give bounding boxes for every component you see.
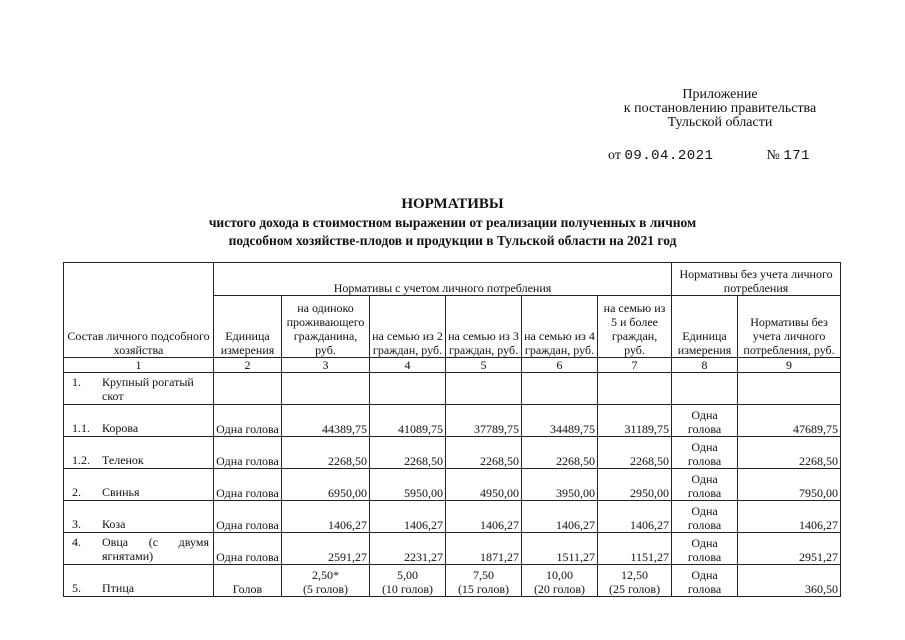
row-name-cell bbox=[64, 405, 214, 437]
value-family-3: 37789,75 bbox=[446, 405, 522, 437]
unit-cell: Одна голова bbox=[214, 437, 282, 469]
value-family-4: 3950,00 bbox=[522, 469, 598, 501]
row-name: Овца (с двумя bbox=[102, 535, 209, 549]
row-name: Коза bbox=[102, 517, 126, 531]
value-family-3-cell bbox=[446, 565, 522, 597]
column-number: 2 bbox=[214, 358, 282, 373]
value-family-4-note: (20 голов) bbox=[533, 582, 586, 596]
value-without: 47689,75 bbox=[738, 405, 841, 437]
column-number: 7 bbox=[598, 358, 672, 373]
number-prefix: № bbox=[766, 148, 780, 163]
value-family-3: 2268,50 bbox=[446, 437, 522, 469]
row-index: 2. bbox=[72, 485, 81, 499]
value-family-4: 34489,75 bbox=[522, 405, 598, 437]
value-family-5: 12,50 bbox=[621, 568, 649, 582]
value-family-5: 1151,27 bbox=[598, 533, 672, 565]
unit-cell-2: Одна голова bbox=[672, 469, 738, 501]
value-single: 6950,00 bbox=[282, 469, 370, 501]
row-index: 5. bbox=[72, 581, 81, 595]
value-family-3: 7,50 bbox=[473, 568, 494, 582]
value-family-5: 1406,27 bbox=[598, 501, 672, 533]
value-family-2: 5,00 bbox=[397, 568, 418, 582]
value-family-2: 1406,27 bbox=[370, 501, 446, 533]
header-family-3: на семью из 3 граждан, руб. bbox=[446, 296, 522, 358]
value-family-4: 10,00 bbox=[546, 568, 573, 582]
header-family-2: на семью из 2 граждан, руб. bbox=[370, 296, 446, 358]
value-family-3: 4950,00 bbox=[446, 469, 522, 501]
header-group-with-consumption: Нормативы с учетом личного потребления bbox=[214, 263, 672, 296]
value-single-cell bbox=[282, 565, 370, 597]
value-family-5-cell bbox=[598, 565, 672, 597]
value-without: 7950,00 bbox=[738, 469, 841, 501]
row-name-cell bbox=[64, 469, 214, 501]
table-row bbox=[64, 373, 841, 405]
value-family-2-note: (10 голов) bbox=[381, 582, 434, 596]
value-family-3: 1406,27 bbox=[446, 501, 522, 533]
appendix-line: Приложение bbox=[682, 87, 758, 102]
unit-cell: Одна голова bbox=[214, 405, 282, 437]
row-index: 1.2. bbox=[72, 453, 90, 467]
row-name: Свинья bbox=[102, 485, 140, 499]
table-row bbox=[64, 501, 841, 533]
value-family-5-note: (25 голов) bbox=[608, 582, 661, 596]
header-unit: Единица измерения bbox=[214, 296, 282, 358]
value-single: 44389,75 bbox=[282, 405, 370, 437]
value-family-5: 31189,75 bbox=[598, 405, 672, 437]
unit-cell-2: Одна голова bbox=[672, 405, 738, 437]
value-family-4: 1406,27 bbox=[522, 501, 598, 533]
column-number: 8 bbox=[672, 358, 738, 373]
document-number: 171 bbox=[783, 148, 811, 164]
table-row bbox=[64, 405, 841, 437]
column-number: 3 bbox=[282, 358, 370, 373]
unit-cell: Одна голова bbox=[214, 533, 282, 565]
row-index: 1.1. bbox=[72, 421, 90, 435]
row-name-cell bbox=[64, 565, 214, 597]
date-prefix: от bbox=[608, 148, 621, 163]
row-index: 4. bbox=[72, 535, 81, 549]
appendix-line: к постановлению правительства bbox=[623, 101, 817, 116]
document-title: НОРМАТИВЫ bbox=[401, 196, 504, 212]
value-family-2: 41089,75 bbox=[370, 405, 446, 437]
value-family-2: 5950,00 bbox=[370, 469, 446, 501]
document-subtitle: подсобном хозяйстве-плодов и продукции в Тульской области на 2021 год bbox=[228, 233, 677, 248]
table-row bbox=[64, 469, 841, 501]
value-single-note: (5 голов) bbox=[302, 582, 349, 596]
column-number: 1 bbox=[64, 358, 214, 373]
value-single: 2591,27 bbox=[282, 533, 370, 565]
header-family-5: на семью из 5 и более граждан, руб. bbox=[598, 296, 672, 358]
column-numbers-row bbox=[64, 358, 841, 373]
unit-cell: Одна голова bbox=[214, 501, 282, 533]
unit-cell-2: Одна голова bbox=[672, 501, 738, 533]
row-name-cell bbox=[64, 533, 214, 565]
value-family-4: 1511,27 bbox=[522, 533, 598, 565]
column-number: 5 bbox=[446, 358, 522, 373]
row-name: Корова bbox=[102, 421, 139, 435]
norms-table bbox=[63, 262, 841, 597]
column-number: 9 bbox=[738, 358, 841, 373]
value-without: 2268,50 bbox=[738, 437, 841, 469]
value-family-3: 1871,27 bbox=[446, 533, 522, 565]
column-number: 4 bbox=[370, 358, 446, 373]
row-name-cell bbox=[64, 373, 214, 405]
value-without: 2951,27 bbox=[738, 533, 841, 565]
unit-cell: Голов bbox=[214, 565, 282, 597]
header-without: Нормативы без учета личного потребления, руб. bbox=[738, 296, 841, 358]
header-composition: Состав личного подсобного хозяйства bbox=[64, 263, 214, 358]
value-family-3-note: (15 голов) bbox=[457, 582, 510, 596]
document-date-number bbox=[608, 148, 810, 164]
value-single: 2268,50 bbox=[282, 437, 370, 469]
value-without: 1406,27 bbox=[738, 501, 841, 533]
value-family-5: 2268,50 bbox=[598, 437, 672, 469]
table-row bbox=[64, 565, 841, 597]
unit-cell-2: Одна голова bbox=[672, 533, 738, 565]
header-family-4: на семью из 4 граждан, руб. bbox=[522, 296, 598, 358]
table-row bbox=[64, 437, 841, 469]
appendix-line: Тульской области bbox=[667, 115, 773, 130]
header-single: на одиноко проживающего гражданина, руб. bbox=[282, 296, 370, 358]
unit-cell: Одна голова bbox=[214, 469, 282, 501]
row-name-continued: ягнятами) bbox=[102, 549, 154, 563]
document-subtitle: чистого дохода в стоимостном выражении от реализации полученных в личном bbox=[208, 215, 697, 230]
row-name: Птица bbox=[102, 581, 135, 595]
row-name-cell bbox=[64, 501, 214, 533]
row-name: Крупный рогатый скот bbox=[102, 375, 194, 403]
document-date: 09.04.2021 bbox=[624, 148, 714, 164]
header-group-without-consumption: Нормативы без учета личного потребления bbox=[672, 263, 841, 296]
unit-cell-2: Одна голова bbox=[672, 437, 738, 469]
column-number: 6 bbox=[522, 358, 598, 373]
header-unit-2: Единица измерения bbox=[672, 296, 738, 358]
row-index: 1. bbox=[72, 375, 81, 389]
row-index: 3. bbox=[72, 517, 81, 531]
value-family-4-cell bbox=[522, 565, 598, 597]
row-name-cell bbox=[64, 437, 214, 469]
value-single: 1406,27 bbox=[282, 501, 370, 533]
value-family-5: 2950,00 bbox=[598, 469, 672, 501]
row-name: Теленок bbox=[102, 453, 144, 467]
value-family-2-cell bbox=[370, 565, 446, 597]
value-family-2: 2231,27 bbox=[370, 533, 446, 565]
value-family-2: 2268,50 bbox=[370, 437, 446, 469]
appendix-block bbox=[600, 88, 840, 130]
unit-cell-2: Одна голова bbox=[672, 565, 738, 597]
table-row bbox=[64, 533, 841, 565]
value-family-4: 2268,50 bbox=[522, 437, 598, 469]
value-single: 2,50* bbox=[312, 568, 339, 582]
value-without: 360,50 bbox=[738, 565, 841, 597]
